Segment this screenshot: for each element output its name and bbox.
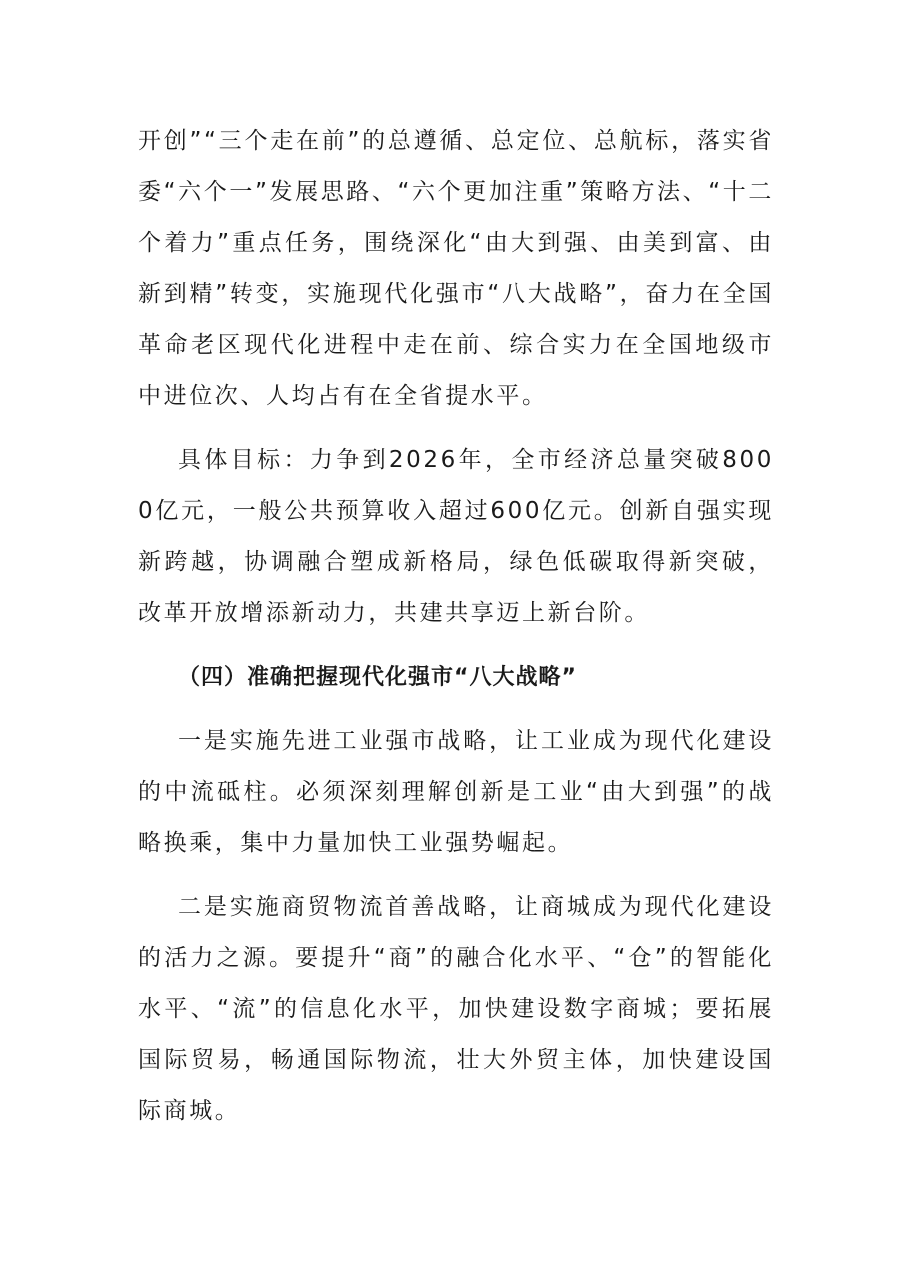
paragraph-strategy-two: 二是实施商贸物流首善战略，让商城成为现代化建设的活力之源。要提升“商”的融合化水平、“仓”的智能化水平、“流”的信息化水平，加快建设数字商城；要拓展国际贸易，畅通国际物流，壮大外贸主体，加快建设国际商城。 <box>138 894 774 1124</box>
paragraph-intro-continuation: 开创”“三个走在前”的总遵循、总定位、总航标，落实省委“六个一”发展思路、“六个更加注重”策略方法、“十二个着力”重点任务，围绕深化“由大到强、由美到富、由新到精”转变，实施现代化强市“八大战略”，奋力在全国革命老区现代化进程中走在前、综合实力在全国地级市中进位次、人均占有在全省提水平。 <box>138 128 774 409</box>
paragraph-strategy-one: 一是实施先进工业强市战略，让工业成为现代化建设的中流砥柱。必须深刻理解创新是工业“由大到强”的战略换乘，集中力量加快工业强势崛起。 <box>138 728 774 856</box>
document-body <box>138 116 774 1150</box>
section-heading: （四）准确把握现代化强市“八大战略” <box>178 665 577 690</box>
paragraph-specific-goals: 具体目标：力争到2026年，全市经济总量突破8000亿元，一般公共预算收入超过600亿元。创新自强实现新跨越，协调融合塑成新格局，绿色低碳取得新突破，改革开放增添新动力，共建共享迈上新台阶。 <box>138 447 774 626</box>
